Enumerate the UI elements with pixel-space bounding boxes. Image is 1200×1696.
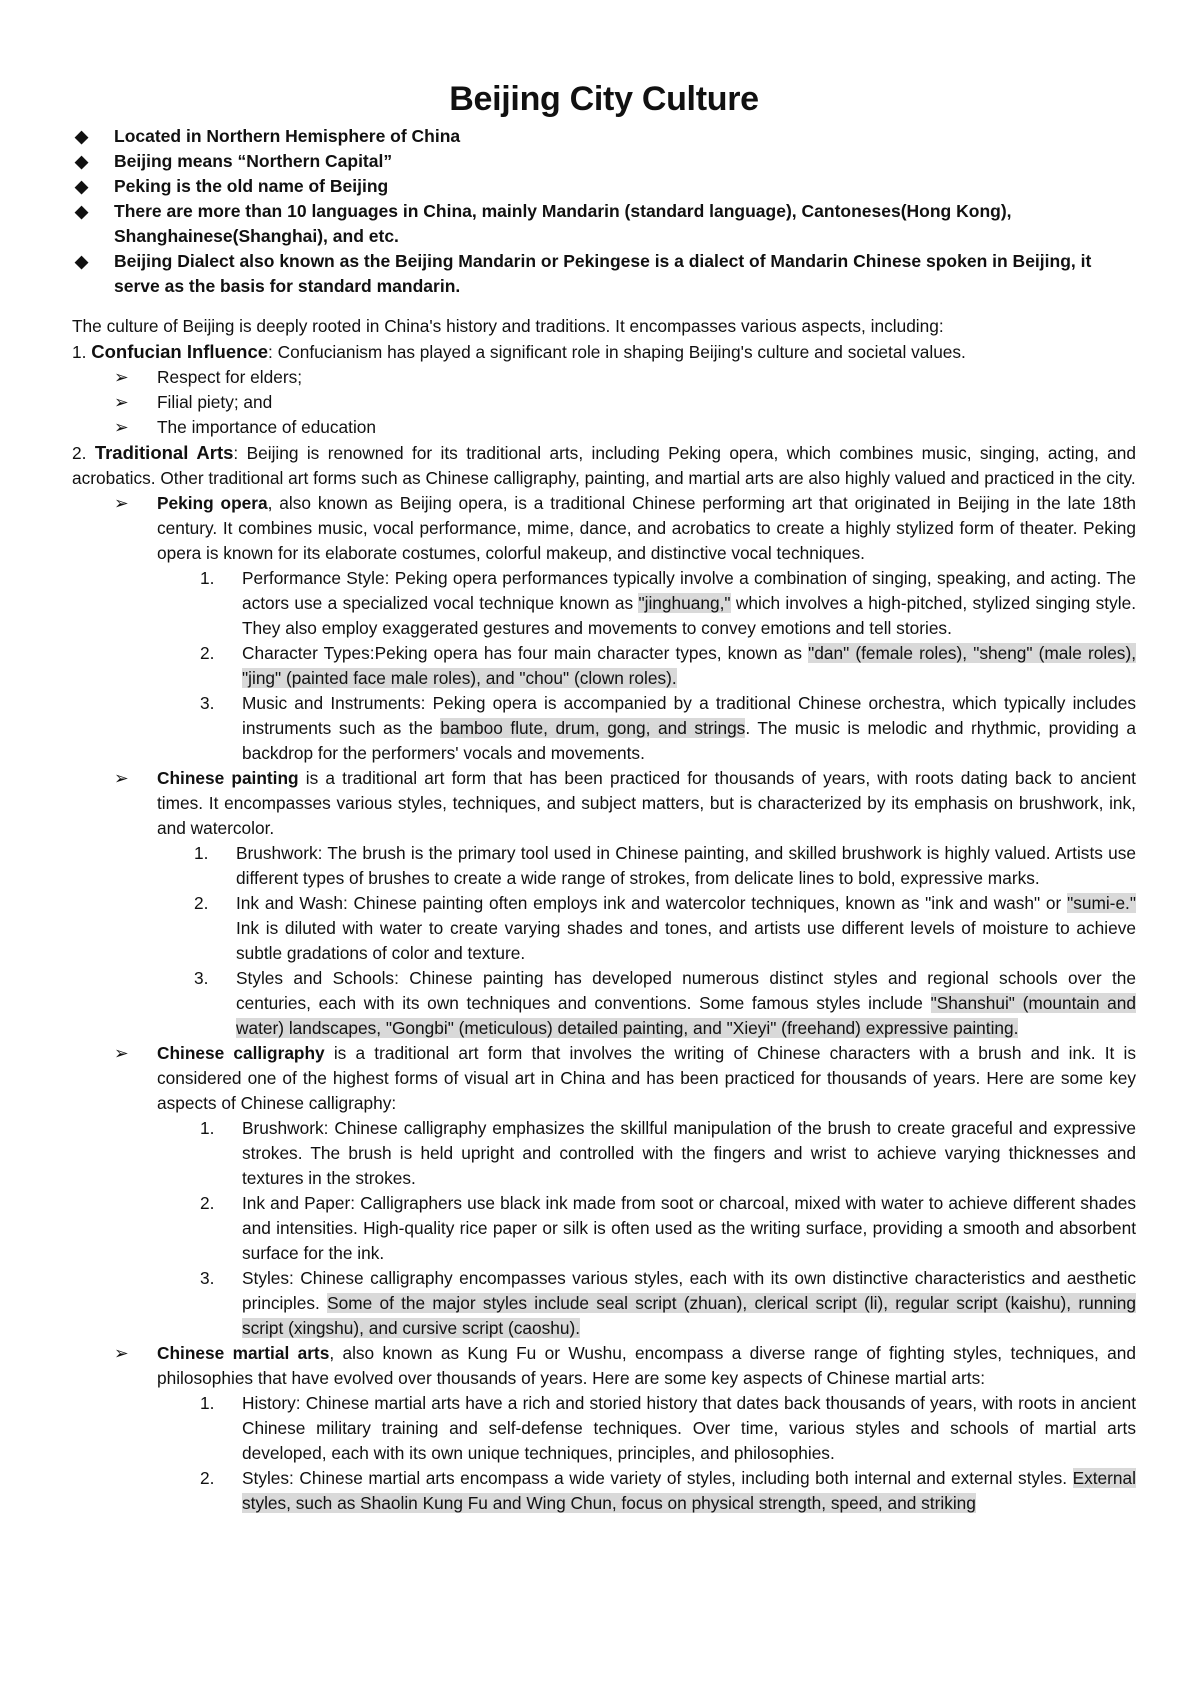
intro-paragraph: The culture of Beijing is deeply rooted in China's history and traditions. It encompasses various aspects, including: bbox=[72, 316, 944, 336]
art-forms-list bbox=[72, 1041, 1136, 1116]
list-item: 1. History: Chinese martial arts have a rich and storied history that dates back thousands of years, with roots in ancient Chinese military training and self-defense techniques. Over time, various styles and schools of martial arts developed, each with its own unique techniques, principles, and philosophies. bbox=[200, 1393, 1136, 1463]
arrow-bullet-icon: ➢ bbox=[114, 417, 129, 437]
list-item: 2. Ink and Wash: Chinese painting often employs ink and watercolor techniques, known as "ink and wash" or "sumi-e." Ink is diluted with water to create varying shades and tones, and artists use different levels of moisture to achieve subtle gradations of color and texture. bbox=[194, 893, 1136, 963]
chinese-martial-arts-details bbox=[72, 1391, 1136, 1516]
document-page bbox=[72, 74, 1136, 1516]
fact-item: ◆ Beijing means “Northern Capital” bbox=[72, 149, 1136, 174]
arrow-bullet-icon: ➢ bbox=[114, 768, 129, 788]
art-forms-list bbox=[72, 766, 1136, 841]
chinese-calligraphy-details bbox=[72, 1116, 1136, 1341]
list-item: 2. Ink and Paper: Calligraphers use black ink made from soot or charcoal, mixed with water to achieve different shades and intensities. High-quality rice paper or silk is often used as the writing surface, providing a smooth and absorbent surface for the ink. bbox=[200, 1193, 1136, 1263]
list-item: 3. Styles: Chinese calligraphy encompasses various styles, each with its own distinctive characteristics and aesthetic principles. Some of the major styles include seal script (zhuan), clerical script (li), regular script (kaishu), running script (xingshu), and cursive script (caoshu). bbox=[200, 1268, 1136, 1338]
chinese-martial-arts-item: ➢ Chinese martial arts, also known as Kung Fu or Wushu, encompass a diverse range of fighting styles, techniques, and philosophies that have evolved over thousands of years. Here are some key aspects of Chinese martial arts: bbox=[114, 1343, 1137, 1388]
fact-item: ◆ There are more than 10 languages in China, mainly Mandarin (standard language), Cantoneses(Hong Kong), Shanghainese(Shanghai), and etc. bbox=[75, 201, 1012, 246]
list-item: ➢ Filial piety; and bbox=[72, 390, 1136, 415]
diamond-bullet-icon: ◆ bbox=[75, 252, 89, 271]
chinese-painting-details bbox=[72, 841, 1136, 1041]
fact-item: ◆ Beijing Dialect also known as the Beijing Mandarin or Pekingese is a dialect of Mandarin Chinese spoken in Beijing, it serve as the basis for standard mandarin. bbox=[75, 251, 1092, 296]
list-item: 2. Styles: Chinese martial arts encompass a wide variety of styles, including both internal and external styles. External styles, such as Shaolin Kung Fu and Wing Chun, focus on physical strength, speed, and striking bbox=[200, 1468, 1136, 1513]
fact-item: ◆ Located in Northern Hemisphere of China bbox=[72, 124, 1136, 149]
arrow-bullet-icon: ➢ bbox=[114, 1343, 129, 1363]
list-item: 1. Performance Style: Peking opera performances typically involve a combination of singing, speaking, and acting. The actors use a specialized vocal technique known as "jinghuang," which involves a high-pitched, stylized singing style. They also employ exaggerated gestures and movements to convey emotions and tell stories. bbox=[200, 568, 1137, 638]
list-item: 3. Music and Instruments: Peking opera is accompanied by a traditional Chinese orchestra, which typically includes instruments such as the bamboo flute, drum, gong, and strings. The music is melodic and rhythmic, providing a backdrop for the performers' vocals and movements. bbox=[200, 693, 1136, 763]
arrow-bullet-icon: ➢ bbox=[114, 493, 129, 513]
diamond-bullet-icon: ◆ bbox=[75, 127, 89, 146]
list-item: 1. Brushwork: Chinese calligraphy emphasizes the skillful manipulation of the brush to create graceful and expressive strokes. The brush is held upright and controlled with the fingers and wrist to achieve varying thicknesses and textures in the strokes. bbox=[200, 1118, 1136, 1188]
arrow-bullet-icon: ➢ bbox=[114, 392, 129, 412]
key-facts-list bbox=[72, 124, 1136, 299]
list-item: ➢ Respect for elders; bbox=[72, 365, 1136, 390]
arts-section: 2. Traditional Arts: Beijing is renowned for its traditional arts, including Peking opera, which combines music, singing, acting, and acrobatics. Other traditional art forms such as Chinese calligraphy, painting, and martial arts are also highly valued and practiced in the city. bbox=[72, 442, 1136, 488]
list-item: 2. Character Types:Peking opera has four main character types, known as "dan" (female roles), "sheng" (male roles), "jing" (painted face male roles), and "chou" (clown roles). bbox=[200, 643, 1137, 688]
list-item: 3. Styles and Schools: Chinese painting has developed numerous distinct styles and regional schools over the centuries, each with its own techniques and conventions. Some famous styles include "Shanshui" (mountain and water) landscapes, "Gongbi" (meticulous) detailed painting, and "Xieyi" (freehand) expressive painting. bbox=[194, 968, 1136, 1038]
diamond-bullet-icon: ◆ bbox=[75, 202, 89, 221]
chinese-calligraphy-item: ➢ Chinese calligraphy is a traditional art form that involves the writing of Chinese characters with a brush and ink. It is considered one of the highest forms of visual art in China and has been practiced for thousands of years. Here are some key aspects of Chinese calligraphy: bbox=[114, 1043, 1136, 1113]
diamond-bullet-icon: ◆ bbox=[75, 152, 89, 171]
peking-opera-details bbox=[72, 566, 1136, 766]
chinese-painting-item: ➢ Chinese painting is a traditional art form that has been practiced for thousands of years, with roots dating back to ancient times. It encompasses various styles, techniques, and subject matters, but is characterized by its emphasis on brushwork, ink, and watercolor. bbox=[114, 768, 1136, 838]
confucian-heading: Confucian Influence bbox=[91, 341, 269, 362]
art-forms-list bbox=[72, 1341, 1136, 1391]
list-item: 1. Brushwork: The brush is the primary tool used in Chinese painting, and skilled brushwork is highly valued. Artists use different types of brushes to create a wide range of strokes, from delicate lines to bold, expressive marks. bbox=[194, 843, 1136, 888]
diamond-bullet-icon: ◆ bbox=[75, 177, 89, 196]
peking-opera-item: ➢ Peking opera, also known as Beijing opera, is a traditional Chinese performing art that originated in Beijing in the late 18th century. It combines music, vocal performance, mime, dance, and acrobatics to create a highly stylized form of theater. Peking opera is known for its elaborate costumes, colorful makeup, and distinctive vocal techniques. bbox=[114, 493, 1137, 563]
arrow-bullet-icon: ➢ bbox=[114, 367, 129, 387]
confucian-values-list bbox=[72, 365, 1136, 440]
fact-item: ◆ Peking is the old name of Beijing bbox=[72, 174, 1136, 199]
art-forms-list bbox=[72, 491, 1136, 566]
list-item: ➢ The importance of education bbox=[72, 415, 1136, 440]
confucian-section: 1. Confucian Influence: Confucianism has played a significant role in shaping Beijing's culture and societal values. bbox=[72, 341, 966, 362]
arrow-bullet-icon: ➢ bbox=[114, 1043, 129, 1063]
arts-heading: Traditional Arts bbox=[94, 442, 234, 463]
page-title: Beijing City Culture bbox=[449, 80, 759, 118]
